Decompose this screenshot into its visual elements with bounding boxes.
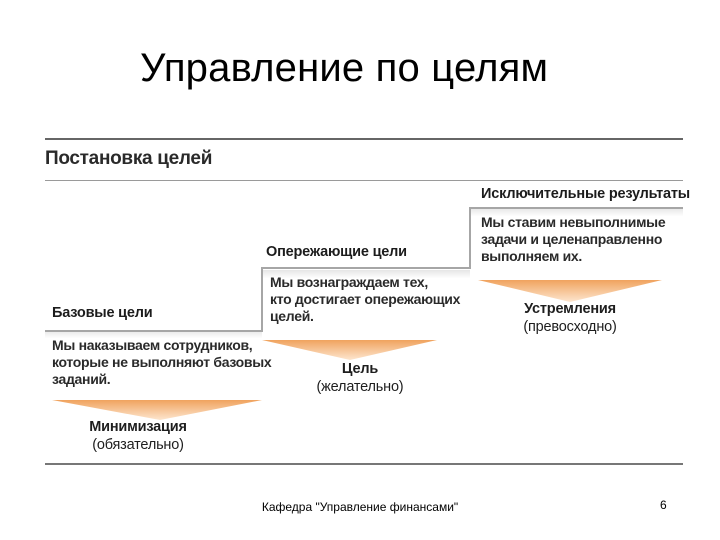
- step-1-title: Базовые цели: [52, 305, 153, 321]
- step-3-arrow: [478, 280, 662, 302]
- step-2-arrow: [262, 340, 437, 360]
- step-3-body-line: выполняем их.: [481, 248, 582, 264]
- step-3-result: [520, 300, 620, 336]
- step-2-result: [310, 360, 410, 396]
- step-2-result-sub: (желательно): [316, 379, 404, 395]
- step-1-result-sub: (обязательно): [92, 437, 184, 453]
- step-1-result-main: Минимизация: [89, 419, 187, 435]
- step-1-body-line: Мы наказываем сотрудников,: [52, 337, 253, 353]
- step-3-body-line: Мы ставим невыполнимые: [481, 214, 666, 230]
- step-2-body-line: целей.: [270, 308, 314, 324]
- step-2-title: Опережающие цели: [266, 244, 407, 260]
- step-1-arrow: [52, 400, 262, 420]
- step-3-result-sub: (превосходно): [523, 319, 617, 335]
- step-1-body-line: которые не выполняют базовых: [52, 354, 272, 370]
- step-2-body-line: Мы вознаграждаем тех,: [270, 274, 428, 290]
- slide-title: Управление по целям: [140, 46, 549, 90]
- step-1-result: [88, 418, 188, 454]
- diagram-heading: Постановка целей: [45, 148, 213, 169]
- footer-department: Кафедра "Управление финансами": [261, 500, 459, 514]
- step-3-body: [481, 214, 665, 265]
- step-2-result-main: Цель: [341, 361, 379, 377]
- step-3-body-line: задачи и целенаправленно: [481, 231, 663, 247]
- step-3-result-main: Устремления: [524, 301, 616, 317]
- step-3-title: Исключительные результаты: [481, 186, 690, 202]
- step-2-body: [270, 274, 460, 325]
- step-2-body-line: кто достигает опережающих: [270, 291, 461, 307]
- step-1-body-line: заданий.: [52, 371, 111, 387]
- step-1-body: [52, 337, 271, 388]
- diagram-bottom-rule: [45, 463, 683, 465]
- page-number: 6: [660, 498, 667, 512]
